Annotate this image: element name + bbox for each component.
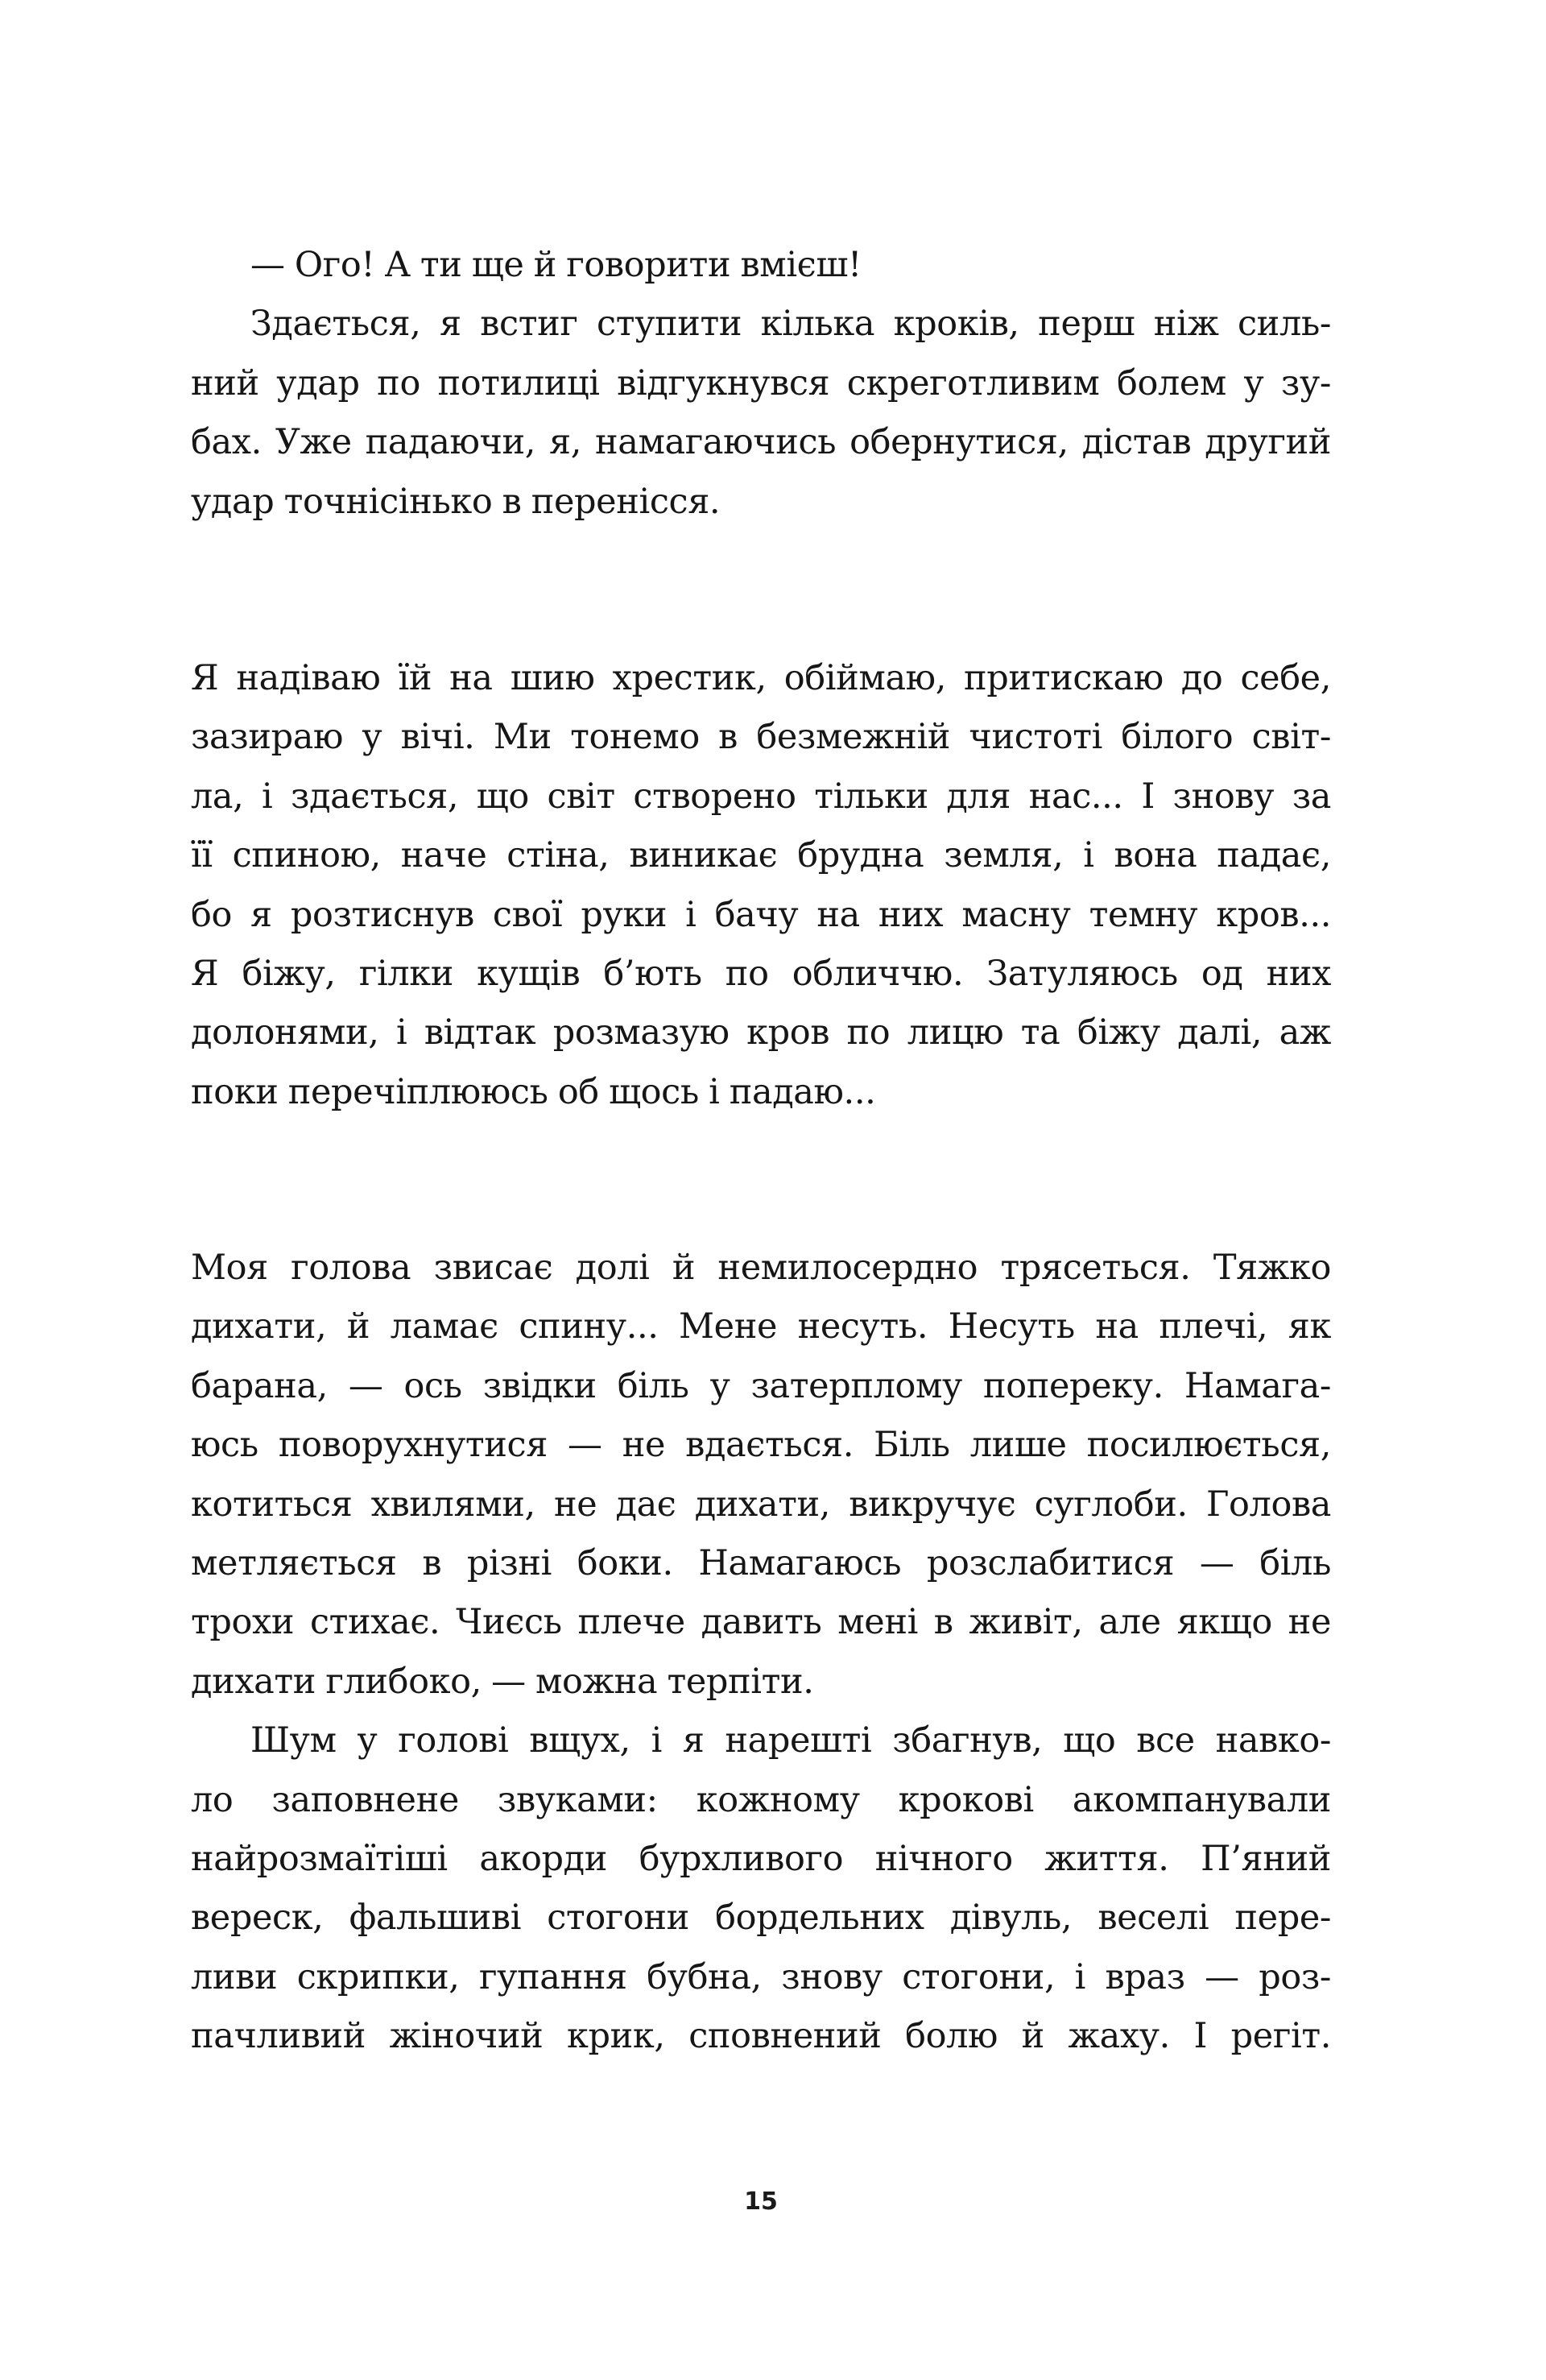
text-line: долонями, і відтак розмазую кров по лицю та біжу далі, аж	[191, 1012, 1331, 1053]
text-line: зазираю у вічі. Ми тонемо в безмежній чистоті білого світ-	[191, 717, 1331, 758]
text-line: Шум у голові вщух, і я нарешті збагнув, що все навко-	[250, 1720, 1331, 1761]
text-section-3	[191, 1239, 1331, 2066]
text-line: Я біжу, гілки кущів б’ють по обличчю. Затуляюсь од них	[191, 953, 1331, 994]
text-line: пачливий жіночий крик, сповнений болю й жаху. І регіт.	[191, 2016, 1331, 2057]
text-line: метляється в різні боки. Намагаюсь розслабитися — біль	[191, 1542, 1331, 1583]
text-line: удар точнісінько в перенісся.	[191, 481, 721, 522]
text-line: ний удар по потилиці відгукнувся скреготливим болем у зу-	[191, 362, 1331, 404]
text-line: барана, — ось звідки біль у затерплому попереку. Намага-	[191, 1365, 1331, 1406]
text-line: ло заповнене звуками: кожному крокові акомпанували	[191, 1779, 1331, 1820]
page-number: 15	[744, 2188, 778, 2216]
text-line: Я надіваю їй на шию хрестик, обіймаю, притискаю до себе,	[191, 658, 1331, 698]
text-line: ла, і здається, що світ створено тільки для нас... І знову за	[191, 776, 1331, 817]
text-line: дихати глибоко, — можна терпіти.	[191, 1661, 814, 1702]
text-line: трохи стихає. Чиєсь плече давить мені в живіт, але якщо не	[191, 1602, 1331, 1643]
text-line: вереск, фальшиві стогони бордельних дівуль, веселі пере-	[191, 1898, 1331, 1939]
text-line: Моя голова звисає долі й немилосердно трясеться. Тяжко	[191, 1248, 1331, 1288]
text-line: бо я розтиснув свої руки і бачу на них масну темну кров...	[191, 894, 1331, 935]
text-line: ливи скрипки, гупання бубна, знову стогони, і враз — роз-	[191, 1956, 1331, 1997]
text-line: — Ого! А ти ще й говорити вмієш!	[250, 245, 862, 285]
text-line: Здається, я встиг ступити кілька кроків, перш ніж силь-	[250, 304, 1331, 345]
text-section-1	[191, 236, 1331, 532]
text-section-2	[191, 649, 1331, 1122]
text-line: дихати, й ламає спину... Мене несуть. Несуть на плечі, як	[191, 1306, 1331, 1347]
text-line: бах. Уже падаючи, я, намагаючись обернутися, дістав другий	[191, 422, 1331, 463]
text-line: поки перечіплююсь об щось і падаю...	[191, 1071, 876, 1112]
text-line: її спиною, наче стіна, виникає брудна земля, і вона падає,	[191, 835, 1331, 876]
text-line: юсь поворухнутися — не вдається. Біль лише посилюється,	[191, 1425, 1331, 1466]
text-line: котиться хвилями, не дає дихати, викручує суглоби. Голова	[191, 1484, 1331, 1525]
text-line: найрозмаїтіші акорди бурхливого нічного життя. П’яний	[191, 1838, 1331, 1879]
